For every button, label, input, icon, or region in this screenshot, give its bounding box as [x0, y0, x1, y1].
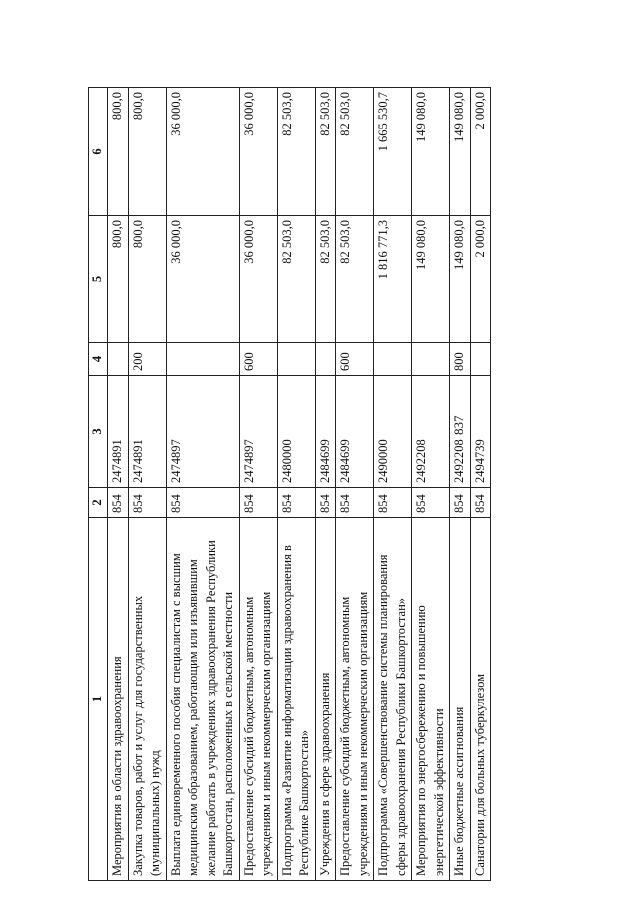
cell-name: Подпрограмма «Совершенствование системы планирования сферы здравоохранения Республики Башкортостан»: [374, 518, 412, 881]
cell-name: Иные бюджетные ассигнования: [450, 518, 471, 881]
cell-name: Мероприятия по энергосбережению и повышению энергетической эффективности: [412, 518, 450, 881]
table-row: [315, 88, 336, 881]
cell-target: 2484699: [315, 376, 336, 488]
cell-code: 854: [108, 488, 129, 518]
cell-amount-1: 1 816 771,3: [374, 216, 412, 343]
cell-target: 2484699: [336, 376, 374, 488]
column-header: 6: [89, 88, 108, 216]
cell-amount-1: 82 503,0: [336, 216, 374, 343]
column-header: 1: [89, 518, 108, 881]
table-row: [412, 88, 450, 881]
cell-target: 2494739: [470, 376, 491, 488]
column-header: 2: [89, 488, 108, 518]
cell-expense-type: [470, 343, 491, 376]
table-row: [239, 88, 277, 881]
table-row: [336, 88, 374, 881]
cell-code: 854: [166, 488, 239, 518]
cell-amount-1: 36 000,0: [239, 216, 277, 343]
cell-expense-type: [108, 343, 129, 376]
cell-name: Предоставление субсидий бюджетным, автономным учреждениям и иным некоммерческим организациям: [336, 518, 374, 881]
column-header: 4: [89, 343, 108, 376]
cell-amount-1: 36 000,0: [166, 216, 239, 343]
cell-amount-2: 82 503,0: [315, 88, 336, 216]
cell-target: 2492208: [412, 376, 450, 488]
table-row: [166, 88, 239, 881]
cell-expense-type: 600: [336, 343, 374, 376]
cell-name: Предоставление субсидий бюджетным, автономным учреждениям и иным некоммерческим организациям: [239, 518, 277, 881]
table-row: [470, 88, 491, 881]
table-row: [277, 88, 315, 881]
cell-name: Санатории для больных туберкулезом: [470, 518, 491, 881]
cell-amount-2: 2 000,0: [470, 88, 491, 216]
table-row: [374, 88, 412, 881]
cell-expense-type: [277, 343, 315, 376]
cell-amount-1: 800,0: [128, 216, 166, 343]
cell-amount-2: 36 000,0: [166, 88, 239, 216]
cell-amount-1: 149 080,0: [412, 216, 450, 343]
cell-code: 854: [374, 488, 412, 518]
cell-expense-type: [412, 343, 450, 376]
cell-amount-2: 149 080,0: [412, 88, 450, 216]
header-row: [89, 88, 108, 881]
cell-amount-1: 149 080,0: [450, 216, 471, 343]
cell-code: 854: [277, 488, 315, 518]
table-row: [128, 88, 166, 881]
cell-code: 854: [128, 488, 166, 518]
cell-amount-1: 82 503,0: [277, 216, 315, 343]
cell-amount-2: 36 000,0: [239, 88, 277, 216]
column-header: 3: [89, 376, 108, 488]
cell-expense-type: 200: [128, 343, 166, 376]
cell-name: Выплата единовременного пособия специалистам с высшим медицинским образованием, работающим или изъявившим желание работать в учреждениях здравоохранения Республики Башкортостан, расположенных в сельской местности: [166, 518, 239, 881]
cell-name: Закупка товаров, работ и услуг для государственных (муниципальных) нужд: [128, 518, 166, 881]
cell-amount-2: 800,0: [108, 88, 129, 216]
budget-table: [88, 87, 491, 881]
budget-table-rotated: [88, 88, 558, 881]
cell-name: Мероприятия в области здравоохранения: [108, 518, 129, 881]
table-row: [108, 88, 129, 881]
cell-expense-type: [374, 343, 412, 376]
cell-target: 2474897: [239, 376, 277, 488]
cell-name: Учреждения в сфере здравоохранения: [315, 518, 336, 881]
cell-expense-type: [166, 343, 239, 376]
cell-target: 2474891: [128, 376, 166, 488]
cell-code: 854: [315, 488, 336, 518]
table-row: [450, 88, 471, 881]
cell-amount-1: 2 000,0: [470, 216, 491, 343]
cell-amount-2: 1 665 530,7: [374, 88, 412, 216]
cell-amount-2: 82 503,0: [336, 88, 374, 216]
cell-target: 2490000: [374, 376, 412, 488]
cell-amount-1: 800,0: [108, 216, 129, 343]
cell-amount-2: 800,0: [128, 88, 166, 216]
cell-expense-type: 600: [239, 343, 277, 376]
cell-expense-type: [315, 343, 336, 376]
cell-target: 2474897: [166, 376, 239, 488]
cell-code: 854: [412, 488, 450, 518]
cell-code: 854: [450, 488, 471, 518]
cell-expense-type: 800: [450, 343, 471, 376]
cell-target: 2474891: [108, 376, 129, 488]
cell-amount-2: 82 503,0: [277, 88, 315, 216]
cell-code: 854: [239, 488, 277, 518]
cell-code: 854: [336, 488, 374, 518]
column-header: 5: [89, 216, 108, 343]
page-number: 837: [451, 415, 466, 435]
cell-code: 854: [470, 488, 491, 518]
cell-amount-2: 149 080,0: [450, 88, 471, 216]
cell-target: 2492208: [450, 376, 471, 488]
cell-amount-1: 82 503,0: [315, 216, 336, 343]
cell-target: 2480000: [277, 376, 315, 488]
cell-name: Подпрограмма «Развитие информатизации здравоохранения в Республике Башкортостан»: [277, 518, 315, 881]
